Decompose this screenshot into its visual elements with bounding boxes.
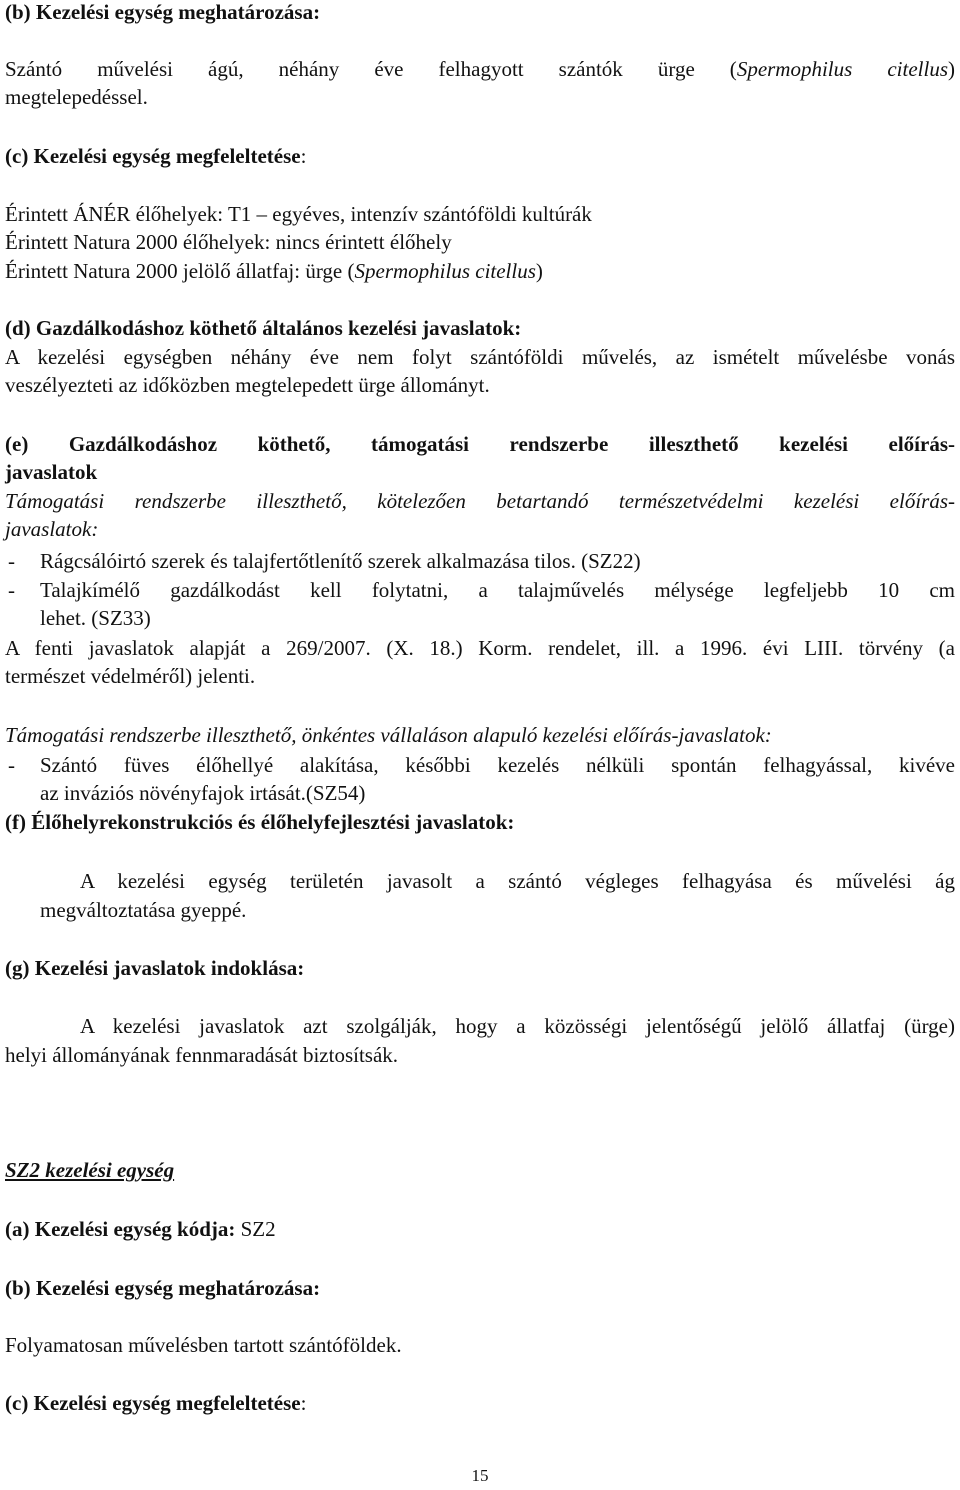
voluntary-item-line2: az inváziós növényfajok irtását.(SZ54) [40,781,366,805]
list-dash: - [8,549,15,573]
mandatory-heading-line2: javaslatok: [5,517,99,541]
section-d-heading: (d) Gazdálkodáshoz köthető általános kezelési javaslatok: [5,316,522,340]
section-b-heading: (b) Kezelési egység meghatározása: [5,0,321,24]
list-dash: - [8,753,15,777]
mandatory-heading-line1: Támogatási rendszerbe illeszthető, kötelezően betartandó természetvédelmi kezelési előírás- [5,489,955,513]
natura-species-line: Érintett Natura 2000 jelölő állatfaj: ürge (Spermophilus citellus) [5,259,543,283]
natura-habitats-line: Érintett Natura 2000 élőhelyek: nincs érintett élőhely [5,230,452,254]
section-b-text-line1: Szántó művelési ágú, néhány éve felhagyott szántók ürge (Spermophilus citellus) [5,57,955,81]
page-number: 15 [471,1466,489,1485]
section-g-line1: A kezelési javaslatok azt szolgálják, hogy a közösségi jelentőségű jelölő állatfaj (ürge) [80,1014,955,1038]
legal-basis-line2: természet védelméről) jelenti. [5,664,256,688]
section-e-heading-line2: javaslatok [5,460,98,484]
section-c-heading: (c) Kezelési egység megfeleltetése: [5,144,307,168]
anér-habitats-line: Érintett ÁNÉR élőhelyek: T1 – egyéves, intenzív szántóföldi kultúrák [5,202,592,226]
sz2-title: SZ2 kezelési egység [5,1158,175,1182]
section-g-heading: (g) Kezelési javaslatok indoklása: [5,956,305,980]
list-dash: - [8,578,15,602]
legal-basis-line1: A fenti javaslatok alapját a 269/2007. (X. 18.) Korm. rendelet, ill. a 1996. évi LIII. törvény (a [5,636,955,660]
section-d-line1: A kezelési egységben néhány éve nem folyt szántóföldi művelés, az ismételt művelésbe vonás [5,345,955,369]
sz2-code-line: (a) Kezelési egység kódja: SZ2 [5,1217,276,1241]
section-d-line2: veszélyezteti az időközben megtelepedett ürge állományt. [5,373,490,397]
mandatory-item-2-line2: lehet. (SZ33) [40,606,151,630]
voluntary-item-line1: Szántó füves élőhellyé alakítása, későbbi kezelés nélküli spontán felhagyással, kivéve [40,753,955,777]
section-f-heading: (f) Élőhelyrekonstrukciós és élőhelyfejlesztési javaslatok: [5,810,515,834]
section-f-line1: A kezelési egység területén javasolt a szántó végleges felhagyása és művelési ág [80,869,955,893]
section-e-heading-line1: (e) Gazdálkodáshoz köthető, támogatási rendszerbe illeszthető kezelési előírás- [5,432,955,456]
sz2-b-heading: (b) Kezelési egység meghatározása: [5,1276,321,1300]
mandatory-item-1: Rágcsálóirtó szerek és talajfertőtlenítő szerek alkalmazása tilos. (SZ22) [40,549,641,573]
sz2-b-text: Folyamatosan művelésben tartott szántóföldek. [5,1333,402,1357]
sz2-c-heading: (c) Kezelési egység megfeleltetése: [5,1391,307,1415]
section-b-text-line2: megtelepedéssel. [5,85,148,109]
mandatory-item-2-line1: Talajkímélő gazdálkodást kell folytatni, a talajművelés mélysége legfeljebb 10 cm [40,578,955,602]
section-g-line2: helyi állományának fennmaradását biztosítsák. [5,1043,399,1067]
voluntary-heading: Támogatási rendszerbe illeszthető, önkéntes vállaláson alapuló kezelési előírás-javaslatok: [5,723,772,747]
section-f-line2: megváltoztatása gyeppé. [40,898,247,922]
